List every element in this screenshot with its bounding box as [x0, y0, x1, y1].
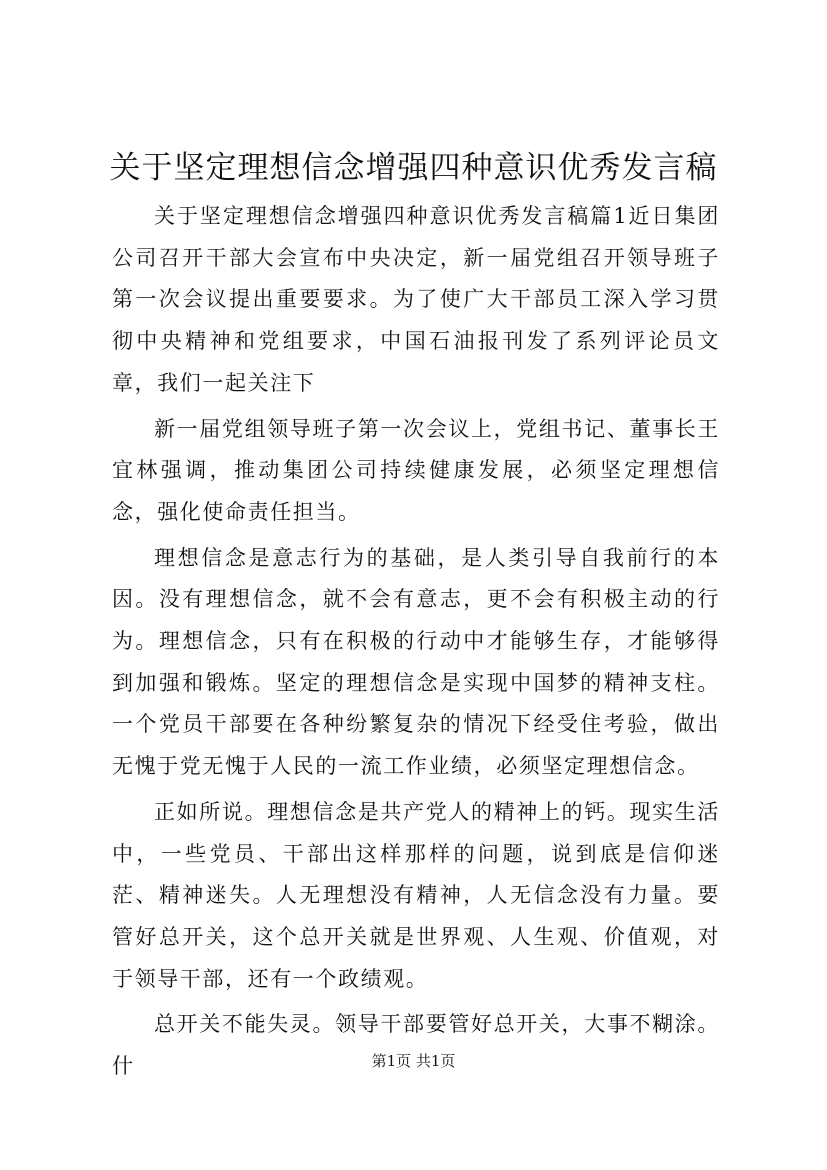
- page-footer: 第1页 共1页: [371, 1052, 456, 1070]
- paragraph-2: 新一届党组领导班子第一次会议上，党组书记、董事长王宜林强调，推动集团公司持续健康发展，必须坚定理想信念，强化使命责任担当。: [112, 416, 720, 524]
- document-title: 关于坚定理想信念增强四种意识优秀发言稿: [109, 150, 718, 186]
- document-body: [112, 196, 720, 1092]
- paragraph-3: 理想信念是意志行为的基础，是人类引导自我前行的本因。没有理想信念，就不会有意志，更不会有积极主动的行为。理想信念，只有在积极的行动中才能够生存，才能够得到加强和锻炼。坚定的理想信念是实现中国梦的精神支柱。一个党员干部要在各种纷繁复杂的情况下经受住考验，做出无愧于党无愧于人民的一流工作业绩，必须坚定理想信念。: [112, 545, 720, 779]
- paragraph-5: 总开关不能失灵。领导干部要管好总开关，大事不糊涂。什: [112, 1012, 720, 1079]
- paragraph-4: 正如所说。理想信念是共产党人的精神上的钙。现实生活中，一些党员、干部出这样那样的问题，说到底是信仰迷茫、精神迷失。人无理想没有精神，人无信念没有力量。要管好总开关，这个总开关就是世界观、人生观、价值观，对于领导干部，还有一个政绩观。: [112, 799, 720, 991]
- paragraph-1: 关于坚定理想信念增强四种意识优秀发言稿篇1近日集团公司召开干部大会宣布中央决定，新一届党组召开领导班子第一次会议提出重要要求。为了使广大干部员工深入学习贯彻中央精神和党组要求，中国石油报刊发了系列评论员文章，我们一起关注下: [112, 204, 720, 395]
